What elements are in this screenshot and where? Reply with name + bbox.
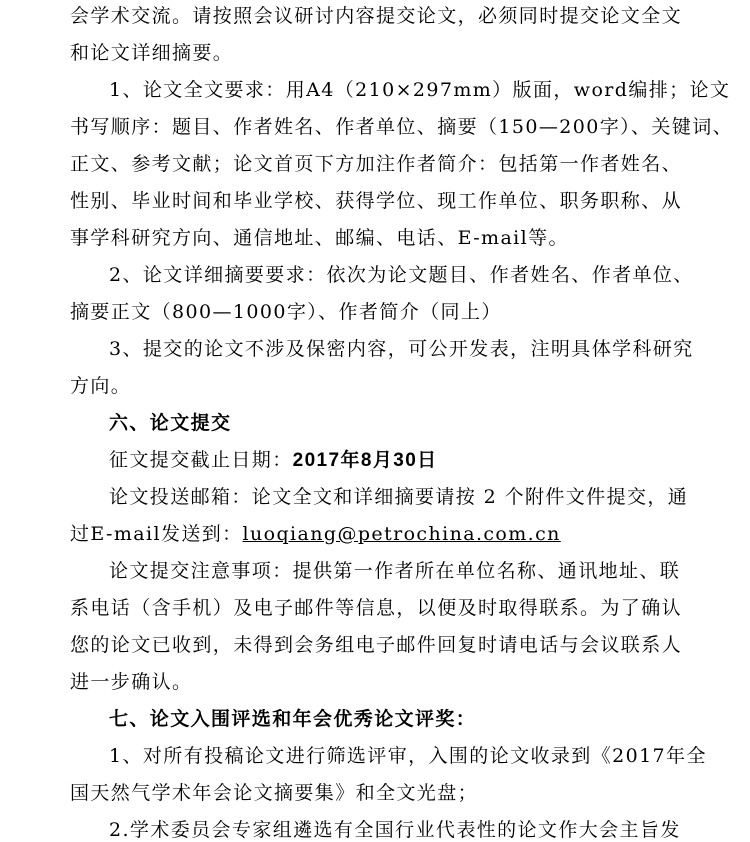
paragraph-intro-line-1: 会学术交流。请按照会议研讨内容提交论文，必须同时提交论文全文 <box>70 5 683 27</box>
section-6-heading: 六、论文提交 <box>109 412 232 434</box>
deadline-value: 2017年8月30日 <box>292 450 438 471</box>
deadline-label: 征文提交截止日期： <box>109 449 293 471</box>
section-7-heading: 七、论文入围评选和年会优秀论文评奖： <box>109 708 477 730</box>
paragraph-intro-line-2: 和论文详细摘要。 <box>70 42 234 64</box>
email-line-1: 论文投送邮箱：论文全文和详细摘要请按 2 个附件文件提交，通 <box>109 486 689 508</box>
requirement-3-line-1: 3、提交的论文不涉及保密内容，可公开发表，注明具体学科研究 <box>109 338 694 360</box>
notes-line-4: 进一步确认。 <box>70 671 193 693</box>
requirement-1-line-4: 性别、毕业时间和毕业学校、获得学位、现工作单位、职务职称、从 <box>70 190 683 212</box>
email-link[interactable]: luoqiang@petrochina.com.cn <box>242 523 561 545</box>
requirement-1-line-3: 正文、参考文献；论文首页下方加注作者简介：包括第一作者姓名、 <box>70 153 683 175</box>
email-line-2 <box>70 522 690 546</box>
notes-line-2: 系电话（含手机）及电子邮件等信息，以便及时取得联系。为了确认 <box>70 597 683 619</box>
requirement-1-line-2: 书写顺序：题目、作者姓名、作者单位、摘要（150—200字）、关键词、 <box>70 116 734 138</box>
requirement-2-line-2: 摘要正文（800—1000字）、作者简介（同上） <box>70 301 502 323</box>
section-7-item-1-line-1: 1、对所有投稿论文进行筛选评审，入围的论文收录到《2017年全 <box>109 745 707 767</box>
email-prefix: 过E-mail发送到： <box>70 523 243 545</box>
requirement-1-line-5: 事学科研究方向、通信地址、邮编、电话、E-mail等。 <box>70 227 569 249</box>
requirement-2-line-1: 2、论文详细摘要要求：依次为论文题目、作者姓名、作者单位、 <box>109 264 694 286</box>
deadline-line <box>109 448 690 473</box>
requirement-1-line-1: 1、论文全文要求：用A4（210×297mm）版面，word编排；论文 <box>109 79 731 101</box>
notes-line-3: 您的论文已收到，未得到会务组电子邮件回复时请电话与会议联系人 <box>70 634 683 656</box>
section-7-item-2-line-1: 2.学术委员会专家组遴选有全国行业代表性的论文作大会主旨发 <box>109 819 681 841</box>
notes-line-1: 论文提交注意事项：提供第一作者所在单位名称、通讯地址、联 <box>109 560 681 582</box>
section-7-item-1-line-2: 国天然气学术年会论文摘要集》和全文光盘； <box>70 782 479 804</box>
requirement-3-line-2: 方向。 <box>70 375 132 397</box>
